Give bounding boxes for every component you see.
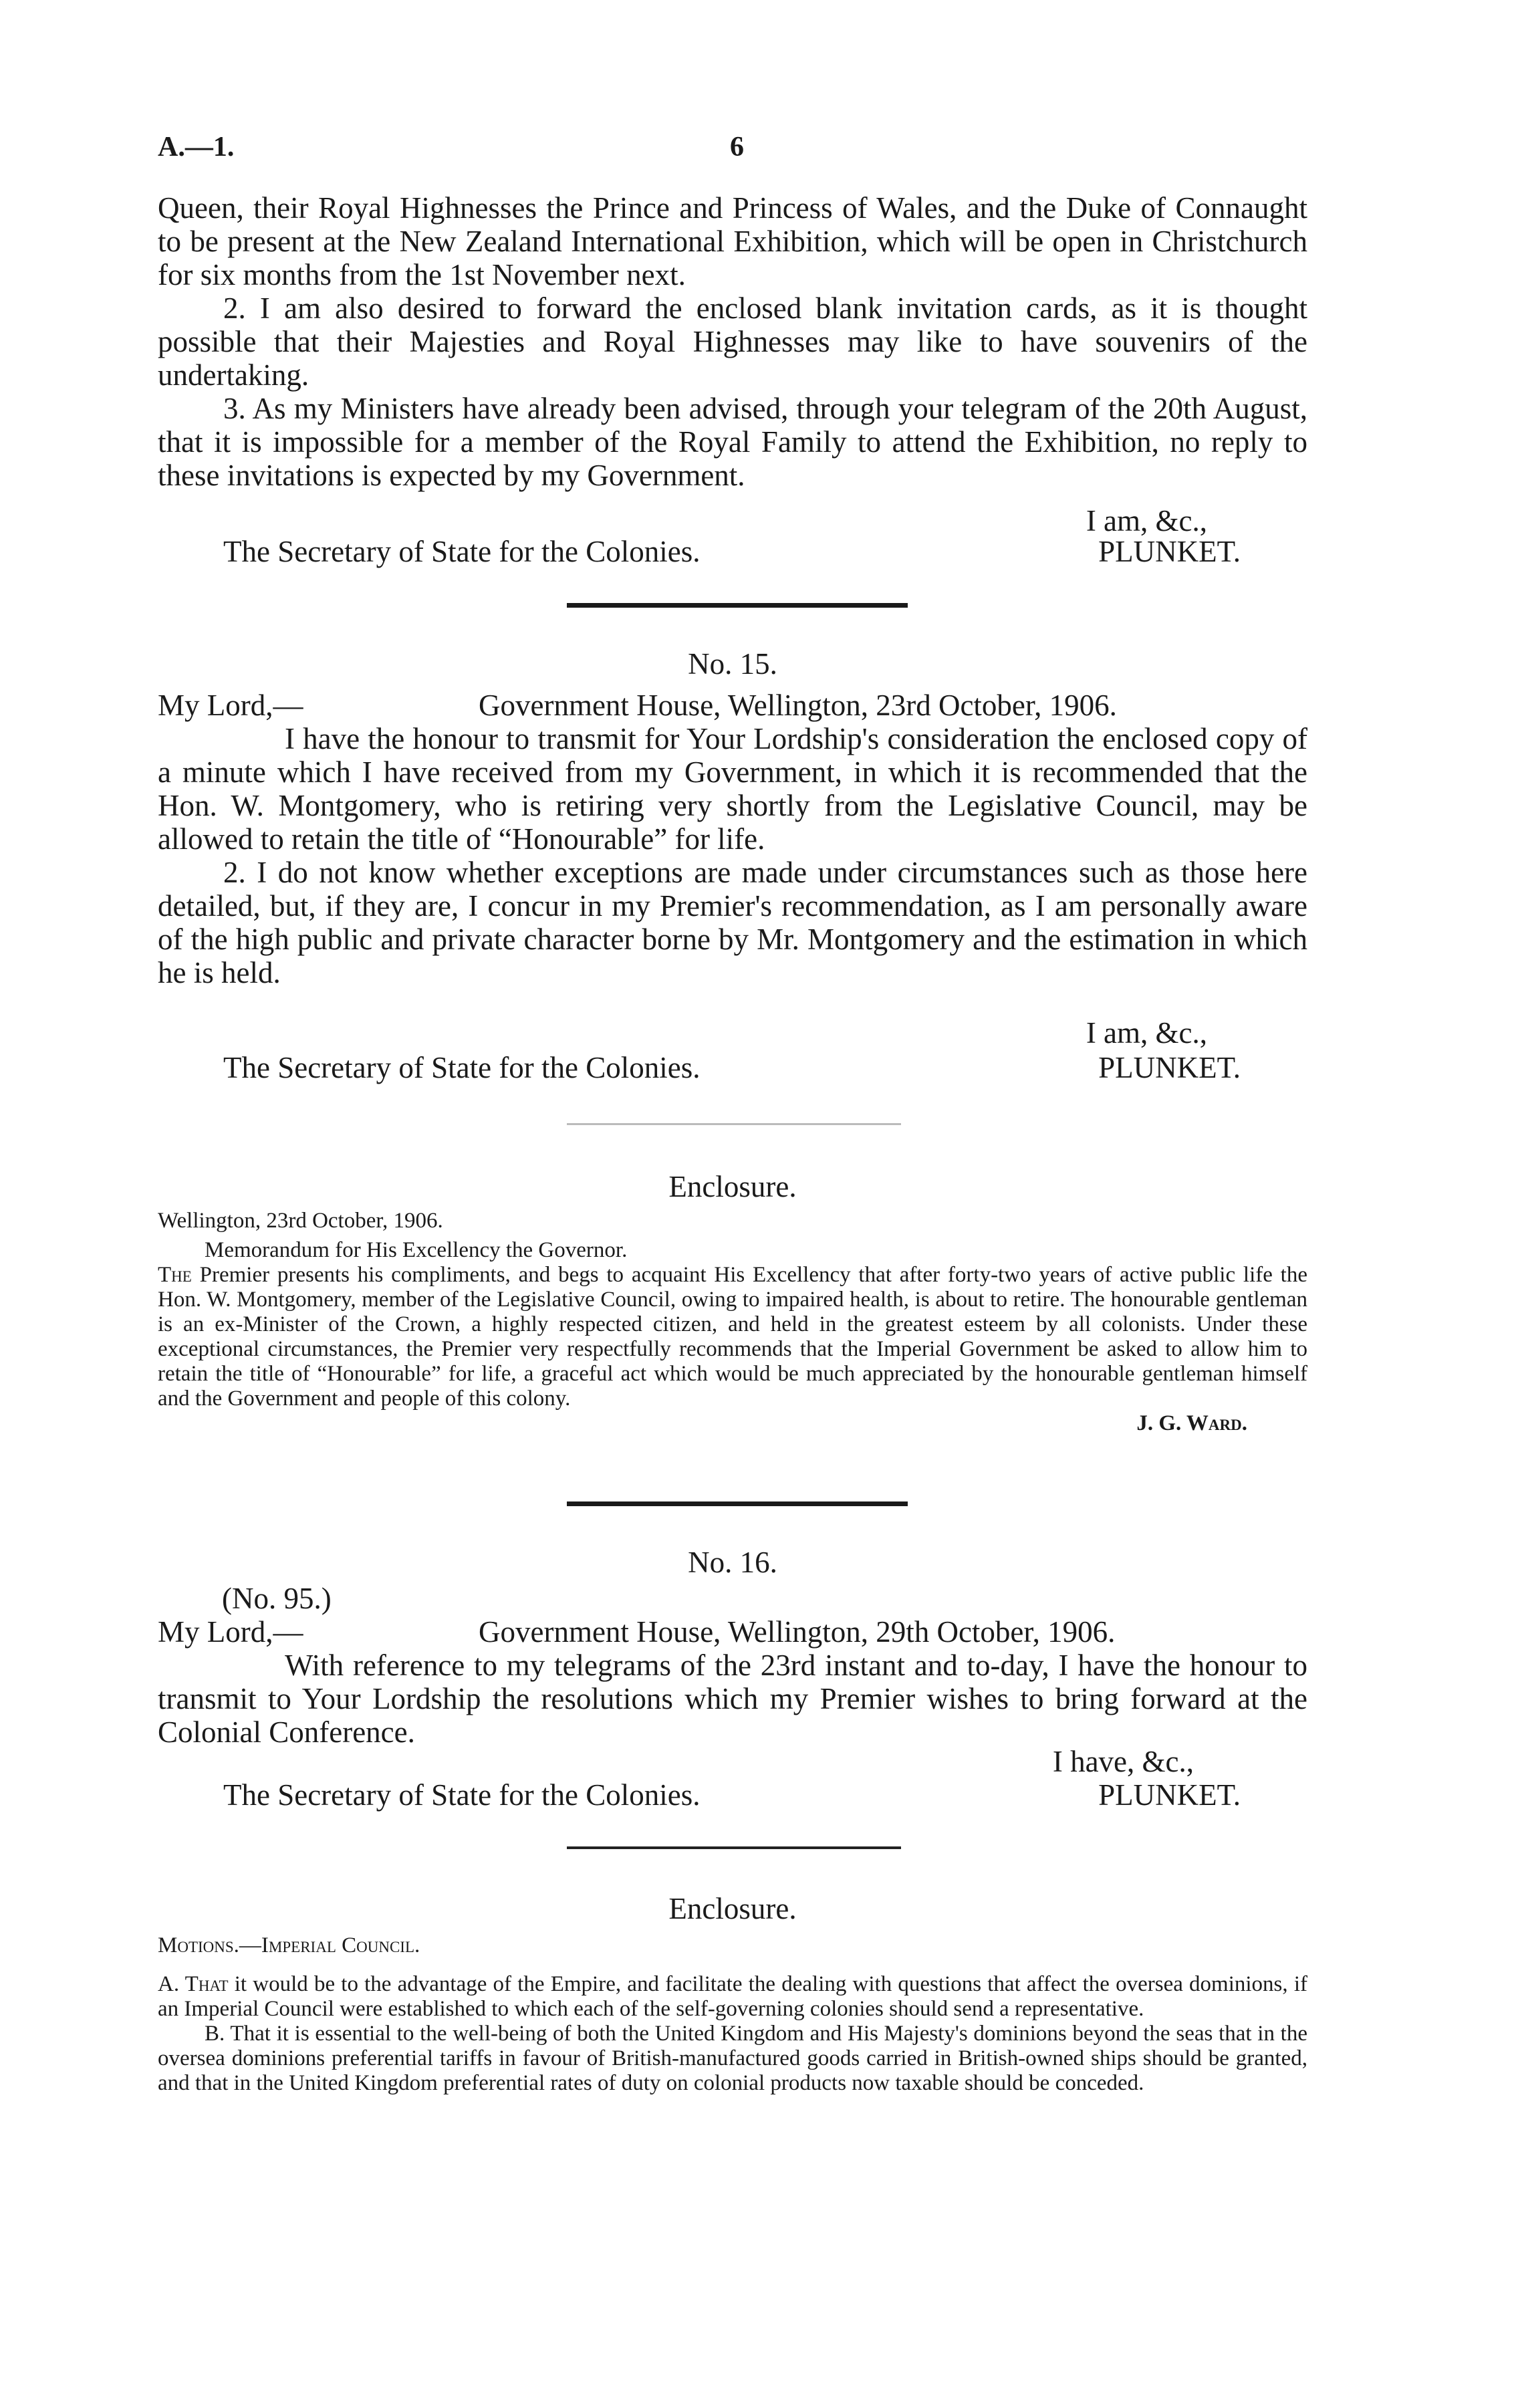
no16-signature: PLUNKET.	[1098, 1778, 1241, 1812]
continuation-signature: PLUNKET.	[1098, 535, 1241, 568]
no15-salutation-line	[158, 689, 1307, 722]
continuation-signoff	[158, 535, 1307, 568]
motion-b	[158, 2022, 1307, 2096]
motion-a	[158, 1972, 1307, 2022]
enclosure2-heading: Enclosure.	[668, 1892, 797, 1925]
no15-letter-body	[158, 722, 1307, 989]
enclosure1-signature: J. G. Ward.	[1136, 1411, 1247, 1435]
no16-signoff	[158, 1778, 1307, 1812]
continuation-closing: I am, &c.,	[1086, 504, 1207, 537]
no16-closing: I have, &c.,	[1052, 1745, 1194, 1778]
enclosure1-heading: Enclosure.	[668, 1170, 797, 1203]
parliamentary-paper-ref: A.—1.	[158, 132, 235, 162]
no15-closing: I am, &c.,	[1086, 1016, 1207, 1050]
motion-a-label: A. That	[158, 1972, 229, 1996]
page-number: 6	[730, 132, 744, 162]
no16-addressee: The Secretary of State for the Colonies.	[223, 1778, 701, 1812]
section-divider	[567, 1501, 908, 1506]
no15-signature: PLUNKET.	[1098, 1051, 1241, 1084]
continuation-paragraph-1: Queen, their Royal Highnesses the Prince and Princess of Wales, and the Duke of Connaught to be present at the New Zealand International Exhibition, which will be open in Christchurch for six months from the 1st November next.	[158, 191, 1307, 291]
no15-paragraph-2: 2. I do not know whether exceptions are made under circumstances such as those here detailed, but, if they are, I concur in my Premier's recommendation, as I am personally aware of the high public and private character borne by Mr. Montgomery and the estimation in which he is held.	[158, 856, 1307, 989]
section-divider	[567, 603, 908, 608]
enclosure1-memo-title: Memorandum for His Excellency the Governor.	[205, 1238, 628, 1262]
no16-place-date: Government House, Wellington, 29th October, 1906.	[479, 1615, 1116, 1649]
no16-salutation: My Lord,—	[158, 1615, 303, 1649]
no15-paragraph-1: I have the honour to transmit for Your Lordship's consideration the enclosed copy of a minute which I have received from my Government, in which it is recommended that the Hon. W. Montgomery, who is retiring very shortly from the Legislative Council, may be allowed to retain the title of “Honourable” for life.	[158, 722, 1307, 856]
continuation-closing-block	[158, 504, 1307, 537]
no15-place-date: Government House, Wellington, 23rd October, 1906.	[479, 689, 1117, 722]
no15-closing-block	[158, 1016, 1307, 1050]
no16-letter-body	[158, 1649, 1307, 1749]
page-header	[158, 131, 1307, 171]
enclosure1-date: Wellington, 23rd October, 1906.	[158, 1209, 443, 1233]
no16-salutation-line	[158, 1615, 1307, 1649]
motion-b-text: That it is essential to the well-being of both the United Kingdom and His Majesty's dominions beyond the seas that in the oversea dominions preferential tariffs in favour of British-manufactured goods carried in British-owned ships should be granted, and that in the United Kingdom preferential rates of duty on colonial products now taxable should be conceded.	[158, 2022, 1307, 2095]
enclosure2-title: Motions.—Imperial Council.	[158, 1933, 420, 1957]
no16-paragraph-1: With reference to my telegrams of the 23rd instant and to-day, I have the honour to transmit to Your Lordship the resolutions which my Premier wishes to bring forward at the Colonial Conference.	[158, 1649, 1307, 1749]
no15-heading: No. 15.	[688, 647, 777, 681]
enclosure1-lead: The	[158, 1263, 192, 1287]
motion-a-text: it would be to the advantage of the Empire, and facilitate the dealing with questions that affect the oversea dominions, if an Imperial Council were established to which each of the self-governing colonies should send a representative.	[158, 1972, 1307, 2021]
no16-heading: No. 16.	[688, 1546, 777, 1579]
continuation-paragraph-3: 3. As my Ministers have already been advised, through your telegram of the 20th August, that it is impossible for a member of the Royal Family to attend the Exhibition, no reply to these invitations is expected by my Government.	[158, 392, 1307, 492]
enclosure1-memo-block	[158, 1238, 1307, 1436]
motion-b-label: B.	[205, 2022, 225, 2046]
enclosure2-motions	[158, 1972, 1307, 2096]
enclosure1-body	[158, 1263, 1307, 1411]
section-divider-thin	[567, 1846, 901, 1849]
no16-ref: (No. 95.)	[222, 1582, 332, 1615]
no15-signoff	[158, 1051, 1307, 1084]
no15-addressee: The Secretary of State for the Colonies.	[223, 1051, 701, 1084]
no15-salutation: My Lord,—	[158, 689, 303, 722]
section-divider-faint	[567, 1123, 901, 1125]
enclosure1-body-text: Premier presents his compliments, and begs to acquaint His Excellency that after forty-two years of active public life the Hon. W. Montgomery, member of the Legislative Council, owing to impaired health, is about to retire. The honourable gentleman is an ex-Minister of the Crown, a highly respected citizen, and held in the greatest esteem by all colonists. Under these exceptional circumstances, the Premier very respectfully recommends that the Imperial Government be asked to allow him to retain the title of “Honourable” for life, a graceful act which would be much appreciated by the honourable gentleman himself and the Government and people of this colony.	[158, 1263, 1307, 1411]
continuation-addressee: The Secretary of State for the Colonies.	[223, 535, 701, 568]
no16-closing-block	[158, 1745, 1307, 1778]
continuation-paragraph-2: 2. I am also desired to forward the enclosed blank invitation cards, as it is thought possible that their Majesties and Royal Highnesses may like to have souvenirs of the undertaking.	[158, 291, 1307, 392]
continuation-letter	[158, 191, 1307, 492]
